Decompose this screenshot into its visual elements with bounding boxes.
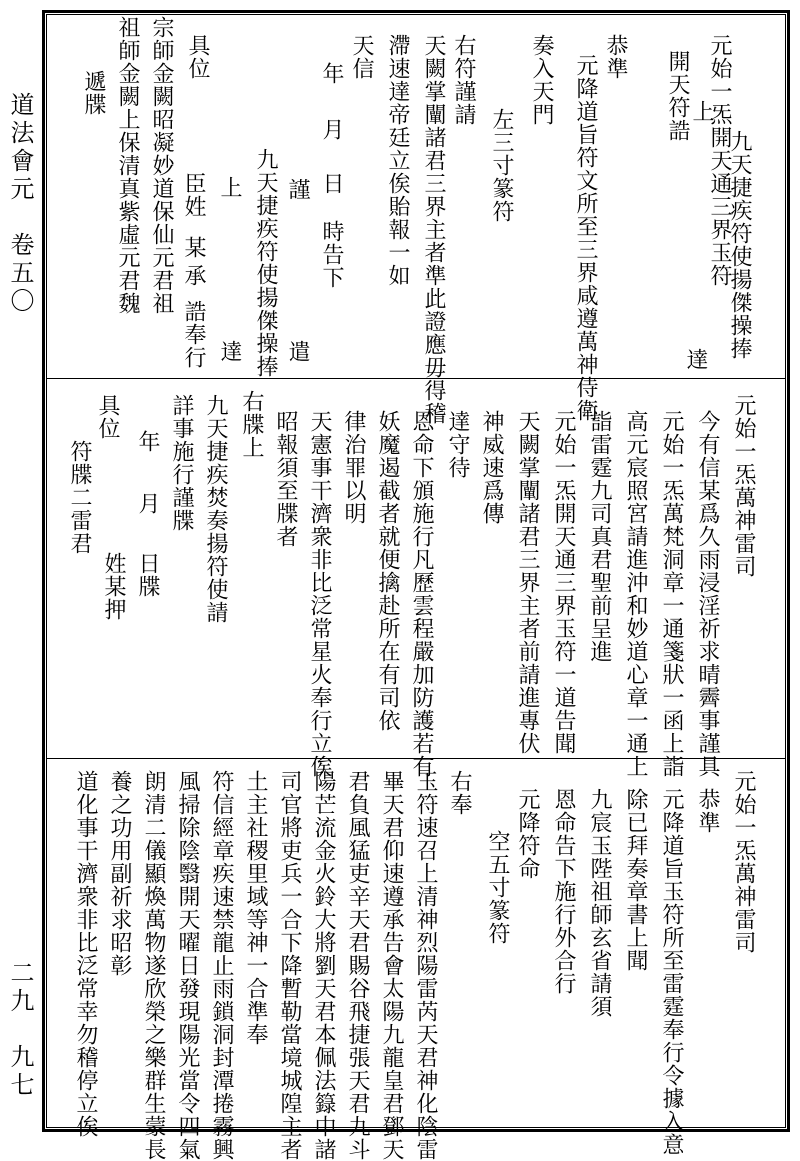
text-column: 恭準 (695, 788, 720, 834)
text-column: 遣 (285, 340, 310, 363)
text-column: 開天符誥 (665, 50, 690, 142)
text-column: 滯速達帝廷立俟貽報一如 (385, 34, 410, 287)
text-column: 律治罪以明 (341, 410, 366, 525)
text-column: 具位 (185, 34, 210, 80)
text-column: 元降道旨符文所至三界咸遵萬神侍衛 (573, 54, 598, 422)
text-column: 左三寸篆符 (489, 108, 514, 223)
text-column: 符牒二雷君 (67, 440, 92, 555)
text-column: 天闕掌闡諸君三界主者前請進專伏 (515, 410, 540, 755)
text-column: 恩命告下施行外合行 (551, 788, 576, 995)
margin-page-number: 二九 九七 (6, 960, 34, 1100)
text-column: 月 (319, 118, 344, 141)
text-column: 風掃除陰翳開天曜日發現陽光當令四氣 (175, 770, 200, 1161)
text-column: 右奉 (447, 770, 472, 816)
text-column: 上 (689, 100, 714, 123)
text-column: 天闕掌闡諸君三界主者準此證應毋得稽 (421, 34, 446, 425)
text-column: 元始一炁開天通三界玉符一道告聞 (551, 410, 576, 755)
margin-title: 道法會元 卷五〇 (6, 92, 34, 316)
text-column: 恩命下頒施行凡歷雲程嚴加防護若有 (409, 410, 434, 778)
text-column: 除已拜奏章書上聞 (623, 788, 648, 972)
text-column: 承 (181, 264, 206, 287)
text-column: 日牒 (135, 552, 160, 598)
text-column: 達 (683, 348, 708, 371)
text-column: 天憲事干濟衆非比泛常星火奉行立俟 (307, 410, 332, 778)
text-column: 詣雷霆九司真君聖前呈進 (587, 410, 612, 663)
text-column: 時告下 (319, 220, 344, 289)
text-column: 元始一炁開天通三界玉符 (707, 34, 732, 287)
section-divider-1 (46, 378, 786, 379)
text-column: 年 (135, 430, 160, 453)
text-column: 右符謹請 (451, 34, 476, 126)
text-column: 月 (135, 492, 160, 515)
text-column: 土主社稷里域等神一合準奉 (243, 770, 268, 1046)
text-column: 元降符命 (515, 788, 540, 880)
text-column: 元始一炁萬神雷司 (731, 394, 756, 578)
text-column: 具位 (95, 394, 120, 440)
text-column: 姓某押 (101, 552, 126, 621)
text-column: 誥奉行 (181, 300, 206, 369)
text-column: 遞牒 (81, 70, 106, 116)
text-column: 臣姓 (181, 172, 206, 218)
text-column: 祖師金闕上保清真紫虛元君魏 (115, 16, 140, 315)
text-column: 恭準 (603, 34, 628, 80)
text-column: 右牒上 (239, 390, 264, 459)
text-column: 司官將吏兵一合下降暫勒當境城隍主者 (277, 770, 302, 1161)
text-column: 元降道旨玉符所至雷霆奉行令據入意 (659, 788, 684, 1156)
text-column: 元始一炁萬神雷司 (731, 770, 756, 954)
text-column: 詳事施行謹牒 (169, 394, 194, 532)
text-column: 陽芒流金火鈴大將劉天君本佩法籙中諸 (311, 770, 336, 1161)
text-column: 養之功用副祈求昭彰 (107, 770, 132, 977)
text-column: 天信 (349, 34, 374, 80)
text-column: 謹 (285, 178, 310, 201)
text-column: 道化事干濟衆非比泛常幸勿稽停立俟 (73, 770, 98, 1138)
text-column: 符信經章疾速禁龍止雨鎖洞封潭捲霧興 (209, 770, 234, 1161)
text-column: 上 (217, 176, 242, 199)
text-column: 達守待 (445, 410, 470, 479)
text-column: 高元宸照宮請進沖和妙道心章一通上 (623, 410, 648, 778)
text-column: 妖魔遏截者就便擒赴所在有司依 (375, 410, 400, 732)
text-column: 九宸玉陛祖師玄省請須 (587, 788, 612, 1018)
text-column: 日 (319, 172, 344, 195)
text-column: 奏入天門 (529, 34, 554, 126)
text-column: 空五寸篆符 (485, 830, 510, 945)
text-column: 宗師金闕昭凝妙道保仙元君祖 (149, 16, 174, 315)
text-column: 玉符速召上清神烈陽雷芮天君神化陰雷 (413, 770, 438, 1161)
text-column: 九天捷疾焚奏揚符使請 (203, 394, 228, 624)
text-column: 朗清二儀顯煥萬物遂欣榮之樂群生蒙長 (141, 770, 166, 1161)
text-column: 君負風猛吏辛天君賜谷飛捷張天君九斗 (345, 770, 370, 1161)
text-column: 九天捷疾符使揚傑操捧 (253, 148, 278, 378)
text-column: 元始一炁萬梵洞章一通箋狀一函上詣 (659, 410, 684, 778)
text-column: 年 (319, 62, 344, 85)
text-column: 九天捷疾符使揚傑操捧 (727, 130, 752, 360)
text-column: 神威速爲傳 (479, 410, 504, 525)
text-column: 某 (181, 236, 206, 259)
text-column: 今有信某爲久雨浸淫祈求晴霽事謹具 (695, 410, 720, 778)
text-column: 昭報須至牒者 (273, 410, 298, 548)
text-column: 畢天君仰速遵承告會太陽九龍皇君鄧天 (379, 770, 404, 1161)
text-column: 達 (217, 340, 242, 363)
